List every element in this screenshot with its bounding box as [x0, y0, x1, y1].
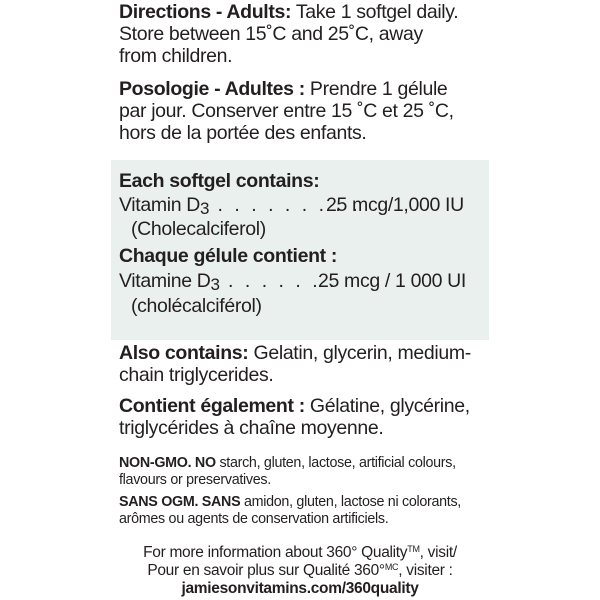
- nutrition-en-dots: . . . . . . . . .: [209, 194, 361, 216]
- directions-en-text-2: Store between 15˚C and 25˚C, away: [119, 23, 423, 45]
- nutrition-en-ingredient: Vitamin D: [119, 194, 201, 216]
- directions-fr-text-3: hors de la portée des enfants.: [119, 122, 367, 144]
- directions-en: [119, 1, 499, 67]
- footer-en-trademark: TM: [407, 544, 420, 554]
- footer-fr-trademark: MC: [384, 562, 399, 572]
- non-gmo-en-text-2: flavours or preservatives.: [119, 472, 271, 488]
- footer-en-tail: , visit/: [419, 544, 457, 561]
- footer-fr-tail: , visiter :: [398, 562, 453, 579]
- nutrition-fr-amount: 25 mcg / 1 000 UI: [318, 270, 466, 292]
- non-gmo-fr: [119, 494, 499, 528]
- also-contains-fr-text-1: Gélatine, glycérine,: [304, 395, 470, 417]
- nutrition-en-subscript: 3: [200, 199, 210, 218]
- nutrition-fr-ingredient: Vitamine D: [119, 270, 211, 292]
- nutrition-en-heading: Each softgel contains:: [119, 170, 320, 192]
- directions-en-text-1: Take 1 softgel daily.: [291, 1, 459, 23]
- also-contains-fr: [119, 395, 499, 439]
- nutrition-fr-dots: . . . . . . .: [219, 270, 338, 292]
- directions-fr-label: Posologie - Adultes :: [119, 78, 305, 100]
- also-contains-fr-label: Contient également :: [119, 395, 305, 417]
- nutrition-fr-heading: Chaque gélule contient :: [119, 245, 338, 267]
- also-contains-en-text-2: chain triglycerides.: [119, 364, 274, 386]
- directions-en-label: Directions - Adults:: [119, 1, 292, 23]
- also-contains-en-label: Also contains:: [119, 342, 249, 364]
- nutrition-fr-source: (cholécalciférol): [131, 295, 262, 317]
- footer-en: [0, 544, 600, 562]
- non-gmo-fr-text-1: amidon, gluten, lactose ni colorants,: [240, 494, 461, 510]
- non-gmo-en-label: NON-GMO. NO: [119, 455, 216, 471]
- footer-fr: [0, 562, 600, 580]
- footer-fr-text: Pour en savoir plus sur Qualité 360°: [147, 562, 385, 579]
- also-contains-fr-text-2: triglycérides à chaîne moyenne.: [119, 417, 384, 439]
- nutrition-en-row: [119, 194, 361, 217]
- non-gmo-fr-label: SANS OGM. SANS: [119, 494, 241, 510]
- directions-fr-text-1: Prendre 1 gélule: [304, 78, 448, 100]
- also-contains-en: [119, 342, 499, 386]
- non-gmo-fr-text-2: arômes ou agents de conservation artificiels.: [119, 511, 389, 527]
- non-gmo-en-text-1: starch, gluten, lactose, artificial colours,: [215, 455, 456, 471]
- nutrition-fr-row: [119, 270, 337, 293]
- directions-en-text-3: from children.: [119, 45, 233, 67]
- nutrition-en-source: (Cholecalciferol): [131, 218, 266, 240]
- footer-en-text: For more information about 360° Quality: [143, 544, 408, 561]
- also-contains-en-text-1: Gelatin, glycerin, medium-: [248, 342, 471, 364]
- nutrition-fr-subscript: 3: [210, 275, 220, 294]
- nutrition-en-amount: 25 mcg/1,000 IU: [326, 194, 464, 216]
- footer-url: jamiesonvitamins.com/360quality: [181, 580, 419, 597]
- non-gmo-en: [119, 455, 499, 489]
- directions-fr: [119, 78, 499, 144]
- directions-fr-text-2: par jour. Conserver entre 15 ˚C et 25 ˚C,: [119, 100, 454, 122]
